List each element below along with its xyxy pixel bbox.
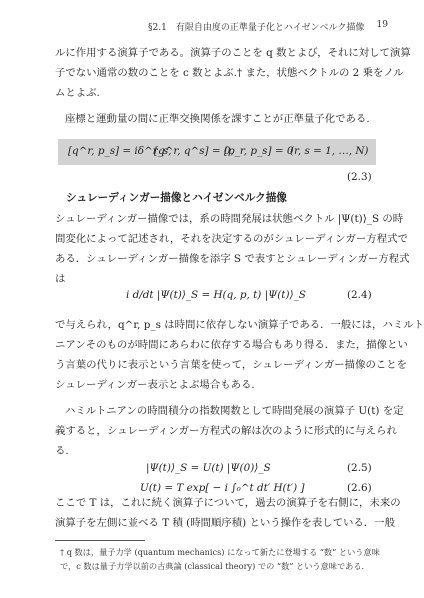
commutation-relations-box xyxy=(58,139,376,165)
body-line: 子でない通常の数のことを c 数とよぶ.† また，状態ベクトルの 2 乗をノル xyxy=(55,67,404,79)
header-section: §2.1 有限自由度の正準量子化とハイゼンベルク描像 xyxy=(148,23,365,33)
body-line: シュレーディンガー描像では，系の時間発展は状態ベクトル |Ψ(t)⟩_S の時 xyxy=(55,213,404,225)
eq-part: [p_r, p_s] = 0 xyxy=(224,145,294,157)
eq-part: [q^r, q^s] = 0, xyxy=(154,145,234,157)
body-line: ルに作用する演算子である。演算子のことを q 数とよび，それに対して演算 xyxy=(55,47,411,59)
body-line: ムとよぶ. xyxy=(55,87,100,99)
body-line: は xyxy=(55,273,66,285)
equation-2-5: |Ψ(t)⟩_S = U(t) |Ψ(0)⟩_S xyxy=(146,462,271,474)
body-line: る. xyxy=(55,445,69,457)
body-line: 座標と運動量の間に正準交換関係を課すことが正準量子化である. xyxy=(65,113,370,125)
footnote-rule xyxy=(55,540,145,541)
body-line: 間変化によって記述され，それを決定するのがシュレーディンガー方程式で xyxy=(55,233,408,245)
body-line: う言葉の代りに表示という言葉を使って，シュレーディンガー描像のことを xyxy=(55,359,408,371)
footnote-line: † q 数は，量子力学 (quantum mechanics) になって新たに登場する “数” という意味 xyxy=(60,547,380,557)
equation-2-6: U(t) = T exp[ − i ∫₀^t dt′ H(t′) ] xyxy=(140,482,305,494)
footnote-line: で，c 数は量子力学以前の古典論 (classical theory) での “数” という意味である. xyxy=(60,561,365,571)
body-line: シュレーディンガー表示とよぶ場合もある. xyxy=(55,379,255,391)
body-line: ニアンそのものが時間にあらわに依存する場合もあり得る．また，描像とい xyxy=(55,339,408,351)
body-line: 義すると，シュレーディンガー方程式の解は次のように形式的に与えられ xyxy=(55,425,397,437)
equation-number: (2.4) xyxy=(347,289,372,301)
eq-part: [q^r, p_s] = iδ^r_s, xyxy=(68,145,172,157)
body-line: で与えられ，q^r, p_s は時間に依存しない演算子である．一般には，ハミルト xyxy=(55,319,424,331)
equation-number: (2.5) xyxy=(347,462,372,474)
running-header xyxy=(148,20,388,33)
page-number: 19 xyxy=(376,20,388,30)
body-line: ある．シュレーディンガー描像を添字 S で表すとシュレーディンガー方程式 xyxy=(55,253,410,265)
body-line: ハミルトニアンの時間積分の指数関数として時間発展の演算子 U(t) を定 xyxy=(65,405,404,417)
body-line: 演算子を左側に並べる T 積 (時間順序積) という操作を表している．一般 xyxy=(55,517,395,529)
body-line: ここで T は，これに続く演算子について，過去の演算子を右側に，未来の xyxy=(55,497,401,509)
eq-part: (r, s = 1, …, N) xyxy=(290,145,369,157)
equation-number: (2.3) xyxy=(347,171,372,183)
equation-2-4: i d/dt |Ψ(t)⟩_S = H(q, p, t) |Ψ(t)⟩_S xyxy=(126,289,306,301)
equation-number: (2.6) xyxy=(347,482,372,494)
section-title: シュレーディンガー描像とハイゼンベルク描像 xyxy=(66,192,287,204)
